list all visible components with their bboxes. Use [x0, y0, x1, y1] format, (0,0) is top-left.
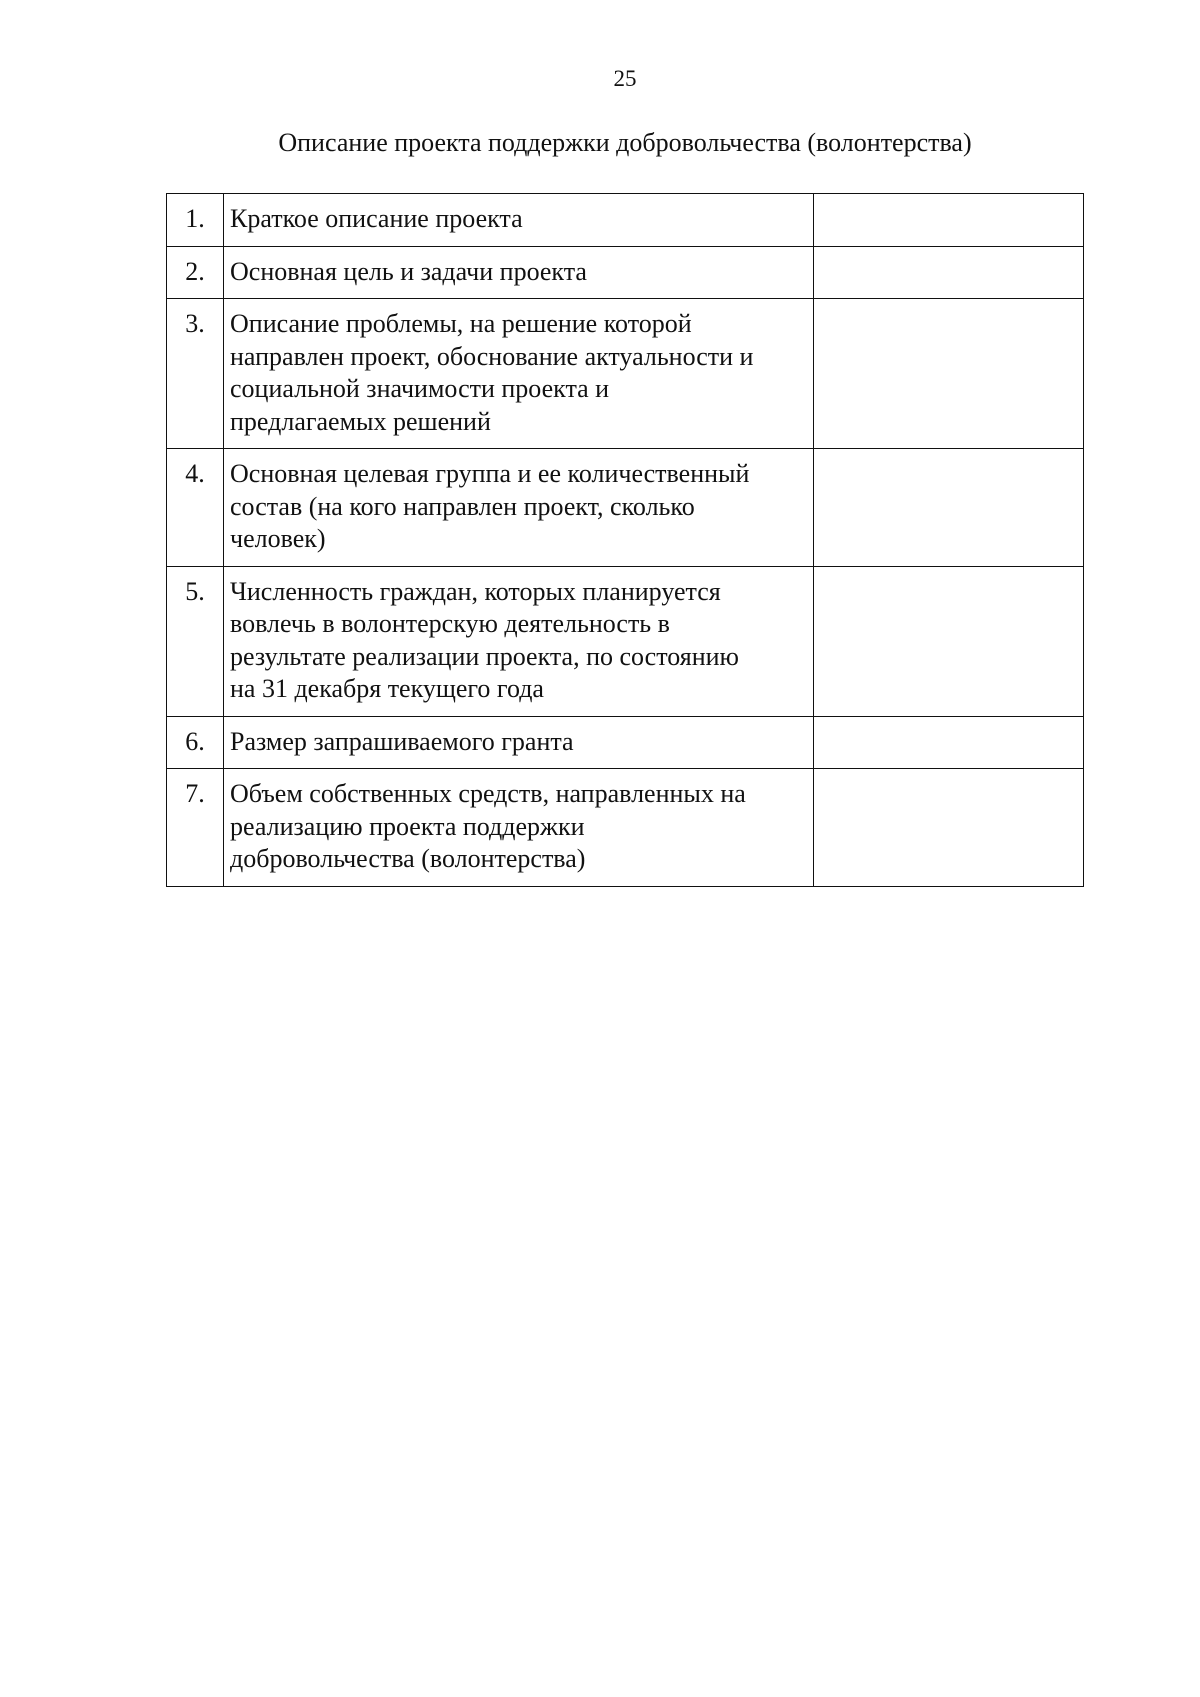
row-value-cell: [814, 194, 1084, 247]
table-row: [167, 566, 1084, 716]
row-number: 4.: [167, 449, 224, 567]
row-label-line: вовлечь в волонтерскую деятельность в: [230, 609, 670, 638]
row-value-cell: [814, 769, 1084, 887]
row-number: 5.: [167, 566, 224, 716]
row-label: [224, 299, 814, 449]
row-number: 7.: [167, 769, 224, 887]
row-label-line: Основная целевая группа и ее количественный: [230, 459, 750, 488]
row-label: [224, 769, 814, 887]
row-label-line: Размер запрашиваемого гранта: [230, 726, 574, 756]
row-label-line: на 31 декабря текущего года: [230, 674, 544, 703]
row-number: 3.: [167, 299, 224, 449]
row-label: [224, 194, 814, 247]
row-value-cell: [814, 449, 1084, 567]
row-value-cell: [814, 566, 1084, 716]
row-number: 6.: [167, 716, 224, 769]
row-label-line: Численность граждан, которых планируется: [230, 576, 721, 606]
table-row: [167, 299, 1084, 449]
page-title: Описание проекта поддержки добровольчества (волонтерства): [278, 128, 972, 157]
row-value-cell: [814, 246, 1084, 299]
table-row: [167, 194, 1084, 247]
row-label-line: состав (на кого направлен проект, сколько: [230, 491, 695, 521]
row-label-line: Краткое описание проекта: [230, 204, 523, 233]
row-label: [224, 246, 814, 299]
row-label: [224, 566, 814, 716]
table-row: [167, 449, 1084, 567]
project-description-table: [166, 193, 1084, 887]
row-label-line: человек): [230, 524, 326, 553]
row-label-line: Объем собственных средств, направленных на: [230, 779, 746, 808]
row-label: [224, 716, 814, 769]
table-row: [167, 769, 1084, 887]
table-row: [167, 716, 1084, 769]
row-label: [224, 449, 814, 567]
page-number: 25: [613, 66, 637, 91]
row-value-cell: [814, 299, 1084, 449]
row-label-line: результате реализации проекта, по состоянию: [230, 641, 739, 671]
row-number: 1.: [167, 194, 224, 247]
row-label-line: социальной значимости проекта и: [230, 374, 610, 403]
row-number: 2.: [167, 246, 224, 299]
row-value-cell: [814, 716, 1084, 769]
row-label-line: реализацию проекта поддержки: [230, 811, 585, 841]
row-label-line: Описание проблемы, на решение которой: [230, 309, 692, 338]
row-label-line: добровольчества (волонтерства): [230, 844, 586, 873]
row-label-line: предлагаемых решений: [230, 406, 491, 436]
row-label-line: направлен проект, обоснование актуальности и: [230, 341, 754, 371]
row-label-line: Основная цель и задачи проекта: [230, 256, 587, 286]
table-row: [167, 246, 1084, 299]
